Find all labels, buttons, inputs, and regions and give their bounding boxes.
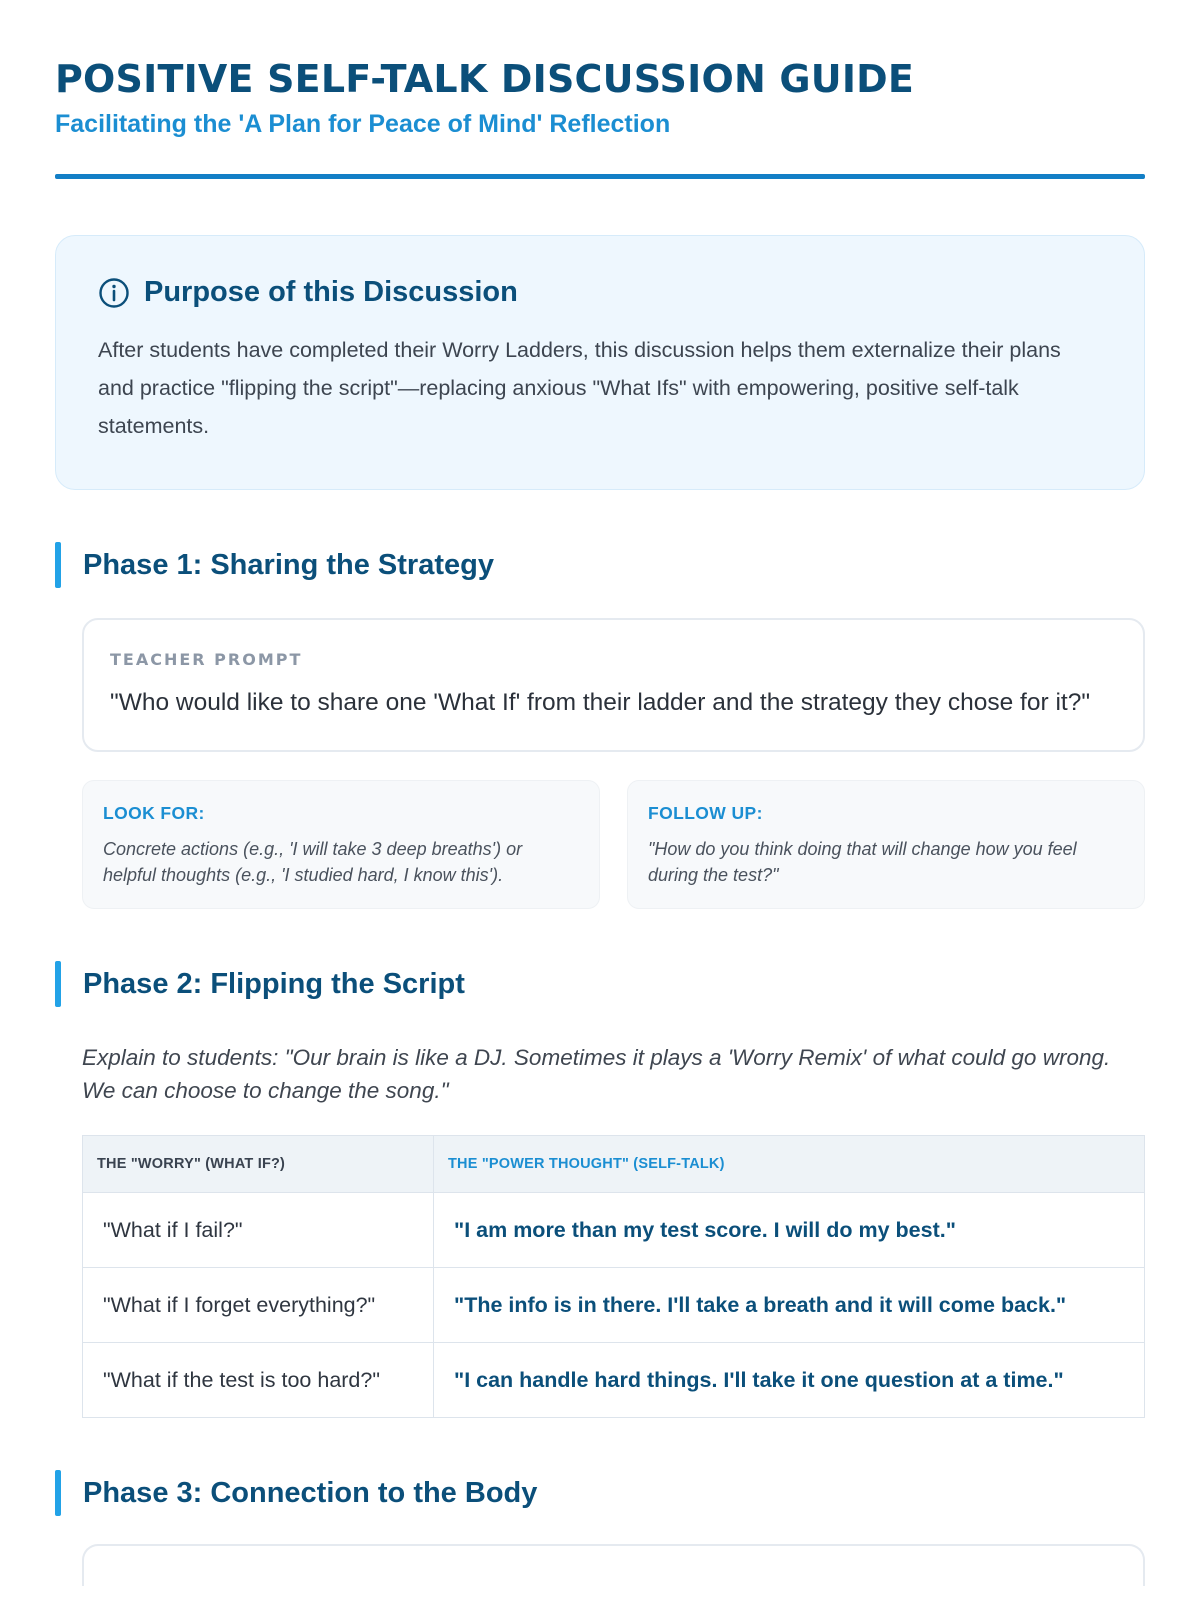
- phase-1-header: [55, 542, 1145, 588]
- purpose-callout: [55, 235, 1145, 490]
- worry-cell: "What if I fail?": [83, 1193, 434, 1268]
- phase-3-content: [82, 1544, 1145, 1586]
- look-for-label: LOOK FOR:: [103, 803, 205, 823]
- phase-3-card: [82, 1544, 1145, 1586]
- power-thought-cell: "The info is in there. I'll take a breath and it will come back.": [434, 1268, 1145, 1343]
- table-row: [83, 1268, 1145, 1343]
- power-thought-cell: "I can handle hard things. I'll take it one question at a time.": [434, 1343, 1145, 1418]
- purpose-text: After students have completed their Worry Ladders, this discussion helps them externalize their plans and practice "flipping the script"—replacing anxious "What Ifs" with empowering, positive self-talk statements.: [98, 338, 1061, 438]
- worry-column-header: THE "WORRY" (WHAT IF?): [83, 1136, 434, 1193]
- power-thought-column-header: THE "POWER THOUGHT" (SELF-TALK): [434, 1136, 1145, 1193]
- worry-cell: "What if I forget everything?": [83, 1268, 434, 1343]
- teacher-prompt-label: TEACHER PROMPT: [110, 650, 303, 669]
- table-row: [83, 1193, 1145, 1268]
- dj-explanation: Explain to students: "Our brain is like a DJ. Sometimes it plays a 'Worry Remix' of what could go wrong. We can choose to change the song.": [82, 1045, 1111, 1103]
- power-thought-cell: "I am more than my test score. I will do my best.": [434, 1193, 1145, 1268]
- flip-script-table: [82, 1135, 1145, 1418]
- follow-up-card: [627, 780, 1145, 909]
- phase-1-title: Phase 1: Sharing the Strategy: [83, 548, 494, 581]
- table-header-row: [83, 1136, 1145, 1193]
- phase-accent-bar: [55, 961, 61, 1007]
- worry-cell: "What if the test is too hard?": [83, 1343, 434, 1418]
- phase-2-title: Phase 2: Flipping the Script: [83, 967, 465, 1000]
- phase-2-header: [55, 961, 1145, 1007]
- look-for-card: [82, 780, 600, 909]
- tips-row: [82, 780, 1145, 909]
- page-title: POSITIVE SELF-TALK DISCUSSION GUIDE: [55, 57, 915, 101]
- follow-up-text: "How do you think doing that will change how you feel during the test?": [648, 839, 1077, 885]
- purpose-title: Purpose of this Discussion: [144, 276, 518, 308]
- phase-3-title: Phase 3: Connection to the Body: [83, 1476, 538, 1509]
- phase-2-content: [82, 1041, 1145, 1418]
- purpose-header: [98, 276, 1102, 309]
- page-subtitle: Facilitating the 'A Plan for Peace of Mind' Reflection: [55, 110, 671, 138]
- teacher-prompt-card: [82, 618, 1145, 752]
- phase-accent-bar: [55, 542, 61, 588]
- table-row: [83, 1343, 1145, 1418]
- teacher-prompt-text: "Who would like to share one 'What If' from their ladder and the strategy they chose for it?": [110, 689, 1091, 716]
- phase-3-header: [55, 1470, 1145, 1516]
- info-icon: [98, 277, 130, 309]
- phase-accent-bar: [55, 1470, 61, 1516]
- title-divider: [55, 174, 1145, 179]
- phase-1-content: [82, 618, 1145, 909]
- look-for-text: Concrete actions (e.g., 'I will take 3 deep breaths') or helpful thoughts (e.g., 'I studied hard, I know this').: [103, 839, 523, 885]
- follow-up-label: FOLLOW UP:: [648, 803, 763, 823]
